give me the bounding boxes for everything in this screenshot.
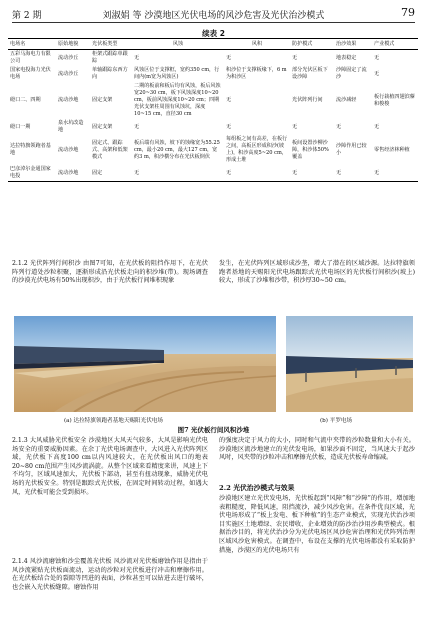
table-cell: 每组板之间有高差，在板行之间，高板区形成积沙(坡上)，积沙高度5~20 cm，形成土堆	[226, 136, 288, 163]
table-cell: 板后端有风蚀，坡下的蚀缘宽为55.25 cm，最小20 cm，最大127 cm，宽约3 m，积沙横分布在光伏板倒伏	[134, 139, 220, 160]
table-cell: 无	[134, 54, 140, 61]
figure-7b-caption: (b) 平罗电场	[320, 418, 353, 424]
table-cell: 风蚀区位于支撑框，宽约350 cm，行间内(m宽为风蚀区)	[134, 67, 220, 80]
photo-a	[14, 316, 276, 412]
paragraph-2-1-2: 2.1.2 光伏阵列行间积沙 由图7可知，在光伏板的阻挡作用下，在光伏阵列行道处沙粒积聚，逐渐形成沿光伏板走向的积沙堆(带)。现场调查的沙漠光伏电场有50%出现积沙，由于光伏板行间堆积现象	[12, 260, 208, 285]
table-header-cell: 电场名	[8, 39, 56, 50]
table-row	[8, 119, 418, 135]
table-cell: 光伏阵列行间	[292, 97, 323, 103]
table-cell: 单轴跟踪东西方向	[92, 67, 128, 80]
paragraph-2-1-4: 2.1.4 风沙流磨蚀和沙尘覆盖光伏板 风沙流对光伏板磨蚀作用是指由于风沙流紧贴光伏板面流动，运动的沙粒对光伏板进行冲击和摩擦作用。在光伏板结合处的裂隙等凹进的表面，沙粒甚至可以钻进去进行破坏，也会嵌入光伏板缝隙。磨蚀作用	[12, 558, 208, 591]
table-cell: 无	[374, 54, 380, 61]
table-cell: 固定支架	[92, 123, 113, 130]
table-cell: 无	[224, 165, 290, 182]
table-header-cell: 原始地貌	[56, 39, 90, 50]
figure-7a-caption: (a) 达拉特旗领跑者基地天赐阳光伏电场	[64, 418, 163, 424]
table-cell: 无	[226, 123, 232, 130]
table-cell: 国家电投海力光伏电场	[10, 67, 51, 80]
table-cell: 无	[372, 165, 418, 182]
running-header	[12, 6, 415, 22]
table-cell: 沙障固定了流沙	[336, 67, 367, 80]
table-cell: 无	[290, 165, 334, 182]
paragraph-2-1-2-cont: 发生，在光伏阵列区域形成沙垄，增大了潜在的区域沙源。达拉特旗领跑者基地的天赐阳光伏电场跟踪式光伏电场区的光伏板行间积沙(坡上)较大，形成了沙堆和沙带，积沙厚30~50 cm。	[219, 260, 415, 285]
table-cell: 板行栽植四翅滨藜和梭梭	[374, 93, 415, 107]
table-row	[8, 135, 418, 165]
paragraph-2-1-4-cont: 的强度决定于风力的大小，同时和气流中夹带的沙粒数量和大小有关。沙漠地区流沙地建立的光伏发电场，如果沙面不固定，当风速大于起沙风时，风夹带的沙粒冲击和摩擦光伏板，造成光伏板寿命缩减。	[219, 437, 415, 462]
table-cell: 积沙位于支撑板缘下，6 m为积沙区	[226, 67, 287, 80]
page-number: 79	[401, 6, 415, 19]
issue-number: 第 2 期	[12, 11, 42, 21]
table-row	[8, 165, 418, 182]
table-cell: 流沙减轻	[336, 97, 357, 103]
table-header-cell: 风蚀	[132, 39, 224, 50]
table-cell: 流动沙丘	[58, 70, 79, 77]
table-header-cell: 风积	[224, 39, 290, 50]
figure-7	[14, 316, 413, 414]
table-cell: 沙障作用已较小	[336, 143, 367, 156]
table-cell: 无	[334, 165, 372, 182]
table-cell: 五彩马海电力有限公司	[10, 51, 51, 64]
table-cell: 零售经济林种植	[374, 146, 410, 153]
table-cell: 无	[292, 54, 298, 61]
table-caption: 续表 2	[202, 29, 225, 38]
table-cell: 流动沙地	[56, 165, 90, 182]
table-row	[8, 82, 418, 119]
table-header-cell: 产业模式	[372, 39, 418, 50]
table-cell: 固定式、跟踪式、高架和低架模式	[92, 139, 128, 160]
table-cell: 地表稳定	[336, 54, 357, 61]
table-row	[8, 66, 418, 82]
table-cell: 固定支架	[92, 97, 113, 103]
table-cell: 泉水坑改造地	[58, 120, 84, 133]
table-cell: 流动沙地	[58, 146, 79, 153]
table-cell: 板间设置沙柳沙障，积沙体50%覆盖	[292, 139, 329, 160]
table-cell: 磴口二、四期	[10, 97, 41, 103]
table-cell: 流动沙地	[58, 97, 79, 103]
table-cell: 无	[374, 70, 380, 77]
running-title: 刘淑娟 等 沙漠地区光伏电场的风沙危害及光伏治沙模式	[102, 11, 325, 21]
table-cell: 无	[292, 123, 298, 130]
table-cell: 无	[336, 123, 342, 130]
header-rule	[12, 22, 415, 23]
table-cell: 无	[226, 54, 232, 61]
table-cell: 无	[132, 165, 224, 182]
data-table	[8, 38, 418, 182]
table-cell: 部分光伏区板下设沙障	[292, 67, 328, 80]
table-header-cell: 治沙效果	[334, 39, 372, 50]
table-cell: 无	[134, 123, 140, 130]
table-cell: 固定	[90, 165, 132, 182]
table-cell: 柜架式跟踪单跟踪	[92, 51, 128, 64]
section-2-2-heading: 2.2 光伏治沙模式与效果	[219, 484, 295, 492]
photo-b	[286, 316, 413, 412]
photo-a-image	[14, 316, 276, 412]
table-cell: 二期的板前和板后均有风蚀，板后风蚀宽20~30 cm，板下风蚀深度10~20 cm，板前风蚀深度10~20 cm；四期光伏支架柱周围有风蚀坑，深度10~15 cm，直径30 cm	[134, 83, 221, 117]
table-header-cell: 光伏板类型	[90, 39, 132, 50]
table-cell: 流动沙丘	[58, 54, 79, 61]
table-cell: 达拉特旗领跑者基地	[10, 143, 51, 156]
figure-7-title: 图7 光伏板行间风积沙堆	[177, 426, 250, 434]
table-header-cell: 防护模式	[290, 39, 334, 50]
table-row	[8, 50, 418, 67]
table-cell: 巴彦淖尔金通国家电投	[8, 165, 56, 182]
table-cell: 无	[374, 123, 380, 130]
paragraph-2-2: 沙漠地区建立光伏发电场，光伏板起到“风障”和“沙障”的作用，增加地表粗糙度，降低风速，阻挡流沙，减少风沙危害。在条件优良区域，光伏电场形成了“板上发电、板下种植”的生态产业模式，实现光伏治沙项目实施区土地增绿、农民增收、企业增效的防沙治沙用沙典型模式。根据治沙目的，将光伏治沙分为光伏电场区风沙危害治理和光伏阵列治理区域风沙危害模式。在调查中，布设在支撑的光伏电场都没有采取防护措施，沙漠区的光伏电场只有	[219, 495, 415, 554]
table-header-row	[8, 39, 418, 50]
table-cell: 磴口一期	[10, 123, 31, 130]
paragraph-2-1-3: 2.1.3 大风威胁光伏板安全 沙漠地区大风天气较多，大风是影响光伏电场安全的重要威胁因素。在余丁光伏电场调查中，大风进入光伏阵列区域，光伏板下高度100 cm以内风速较大，在光伏板出风口的地表20~80 cm范围产生风沙流涡旋。从整个区域来看精度来讲，风速上下不均匀，区域风速加大，光伏板下部动，甚至有扭动现象，威胁光伏电场的光伏板安全。特别是跟踪式光伏板，在固定时间转动过程，如遇大风，光伏板可能会受到损坏。	[12, 437, 208, 496]
table-cell: 无	[226, 97, 232, 103]
photo-b-image	[286, 316, 413, 412]
